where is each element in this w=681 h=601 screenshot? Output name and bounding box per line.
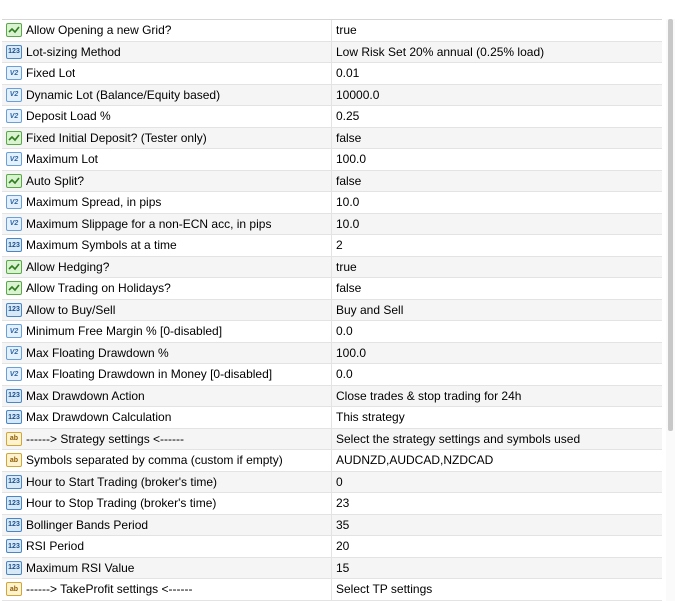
parameter-name-cell[interactable] — [2, 472, 332, 493]
parameter-name-cell[interactable] — [2, 149, 332, 170]
parameter-row[interactable] — [2, 386, 662, 408]
int-type-icon: 123 — [6, 238, 22, 252]
parameter-value[interactable]: 0.0 — [336, 367, 353, 382]
parameter-row[interactable] — [2, 493, 662, 515]
parameter-row[interactable] — [2, 192, 662, 214]
parameter-row[interactable] — [2, 429, 662, 451]
parameter-value[interactable]: 10.0 — [336, 195, 360, 210]
parameter-value[interactable]: 10.0 — [336, 216, 360, 231]
parameter-row[interactable] — [2, 321, 662, 343]
parameters-grid — [2, 19, 662, 601]
parameter-name-cell[interactable] — [2, 515, 332, 536]
parameter-value[interactable]: 0 — [336, 474, 343, 489]
dbl-type-icon: V2 — [6, 109, 22, 123]
parameter-name-cell[interactable] — [2, 493, 332, 514]
parameter-name: Hour to Stop Trading (broker's time) — [26, 496, 217, 511]
scrollbar-thumb[interactable] — [668, 19, 673, 431]
parameter-name: ------> Strategy settings <------ — [26, 431, 185, 446]
int-type-icon: 123 — [6, 475, 22, 489]
parameter-name-cell[interactable] — [2, 171, 332, 192]
parameter-value[interactable]: 23 — [336, 496, 350, 511]
parameter-row[interactable] — [2, 343, 662, 365]
parameter-name: Dynamic Lot (Balance/Equity based) — [26, 87, 221, 102]
parameter-value[interactable]: 10000.0 — [336, 87, 380, 102]
parameter-row[interactable] — [2, 149, 662, 171]
parameter-name: Max Floating Drawdown in Money [0-disabled] — [26, 367, 273, 382]
parameter-name-cell[interactable] — [2, 278, 332, 299]
parameter-name: ------> TakeProfit settings <------ — [26, 582, 193, 597]
parameter-name-cell[interactable] — [2, 300, 332, 321]
str-type-icon: ab — [6, 582, 22, 596]
parameter-row[interactable] — [2, 450, 662, 472]
parameter-name: Maximum Spread, in pips — [26, 195, 162, 210]
parameter-row[interactable] — [2, 300, 662, 322]
parameter-row[interactable] — [2, 472, 662, 494]
parameter-name-cell[interactable] — [2, 364, 332, 385]
str-type-icon: ab — [6, 453, 22, 467]
int-type-icon: 123 — [6, 518, 22, 532]
parameter-name-cell[interactable] — [2, 450, 332, 471]
parameter-name: Hour to Start Trading (broker's time) — [26, 474, 218, 489]
dbl-type-icon: V2 — [6, 195, 22, 209]
parameter-row[interactable] — [2, 171, 662, 193]
parameter-name: Max Floating Drawdown % — [26, 345, 169, 360]
parameter-row[interactable] — [2, 364, 662, 386]
parameter-name-cell[interactable] — [2, 536, 332, 557]
parameter-name-cell[interactable] — [2, 429, 332, 450]
int-type-icon: 123 — [6, 303, 22, 317]
parameter-value[interactable]: Select the strategy settings and symbols used — [336, 431, 581, 446]
parameter-name-cell[interactable] — [2, 386, 332, 407]
int-type-icon: 123 — [6, 561, 22, 575]
parameter-row[interactable] — [2, 515, 662, 537]
parameter-row[interactable] — [2, 20, 662, 42]
bool-type-icon — [6, 131, 22, 145]
int-type-icon: 123 — [6, 496, 22, 510]
parameter-name: Maximum Slippage for a non-ECN acc, in pips — [26, 216, 272, 231]
parameter-name: Auto Split? — [26, 173, 85, 188]
parameter-name-cell[interactable] — [2, 128, 332, 149]
bool-type-icon — [6, 23, 22, 37]
parameter-value[interactable]: Low Risk Set 20% annual (0.25% load) — [336, 44, 545, 59]
parameter-row[interactable] — [2, 42, 662, 64]
parameter-value[interactable]: 35 — [336, 517, 350, 532]
parameter-name: Lot-sizing Method — [26, 44, 121, 59]
dbl-type-icon: V2 — [6, 217, 22, 231]
parameter-value[interactable]: true — [336, 23, 357, 38]
dbl-type-icon: V2 — [6, 346, 22, 360]
parameter-row[interactable] — [2, 558, 662, 580]
str-type-icon: ab — [6, 432, 22, 446]
parameter-value[interactable]: 20 — [336, 539, 350, 554]
parameter-name: Fixed Initial Deposit? (Tester only) — [26, 130, 207, 145]
parameter-value[interactable]: true — [336, 259, 357, 274]
parameter-value[interactable]: 2 — [336, 238, 343, 253]
parameter-row[interactable] — [2, 235, 662, 257]
parameter-name: Bollinger Bands Period — [26, 517, 149, 532]
parameter-row[interactable] — [2, 106, 662, 128]
parameter-value[interactable]: false — [336, 173, 362, 188]
parameter-value[interactable]: Select TP settings — [336, 582, 433, 597]
parameter-row[interactable] — [2, 536, 662, 558]
parameter-value[interactable]: AUDNZD,AUDCAD,NZDCAD — [336, 453, 494, 468]
parameter-row[interactable] — [2, 278, 662, 300]
parameter-name-cell[interactable] — [2, 579, 332, 600]
int-type-icon: 123 — [6, 410, 22, 424]
dbl-type-icon: V2 — [6, 88, 22, 102]
parameter-name: Maximum Symbols at a time — [26, 238, 177, 253]
parameter-name: Symbols separated by comma (custom if empty) — [26, 453, 283, 468]
parameter-name: Minimum Free Margin % [0-disabled] — [26, 324, 223, 339]
dbl-type-icon: V2 — [6, 324, 22, 338]
parameter-name: Allow Hedging? — [26, 259, 110, 274]
parameter-name-cell[interactable] — [2, 106, 332, 127]
parameter-row[interactable] — [2, 85, 662, 107]
parameter-name: Max Drawdown Action — [26, 388, 145, 403]
parameter-value[interactable]: 15 — [336, 560, 350, 575]
int-type-icon: 123 — [6, 389, 22, 403]
parameter-name-cell[interactable] — [2, 214, 332, 235]
parameter-name: Max Drawdown Calculation — [26, 410, 172, 425]
parameter-name-cell[interactable] — [2, 42, 332, 63]
parameter-name: Fixed Lot — [26, 66, 76, 81]
int-type-icon: 123 — [6, 539, 22, 553]
parameter-name-cell[interactable] — [2, 257, 332, 278]
parameter-value[interactable]: 0.01 — [336, 66, 360, 81]
parameter-name: Allow Trading on Holidays? — [26, 281, 171, 296]
parameter-name-cell[interactable] — [2, 85, 332, 106]
parameter-value[interactable]: Buy and Sell — [336, 302, 404, 317]
parameter-name: Allow Opening a new Grid? — [26, 23, 172, 38]
parameter-name-cell[interactable] — [2, 20, 332, 41]
dbl-type-icon: V2 — [6, 66, 22, 80]
parameter-row[interactable] — [2, 407, 662, 429]
bool-type-icon — [6, 174, 22, 188]
parameter-name-cell[interactable] — [2, 321, 332, 342]
parameter-name-cell[interactable] — [2, 63, 332, 84]
bool-type-icon — [6, 281, 22, 295]
int-type-icon: 123 — [6, 45, 22, 59]
parameter-name: Maximum RSI Value — [26, 560, 135, 575]
parameter-name: Maximum Lot — [26, 152, 99, 167]
parameter-row[interactable] — [2, 128, 662, 150]
parameter-value[interactable]: This strategy — [336, 410, 405, 425]
bool-type-icon — [6, 260, 22, 274]
dbl-type-icon: V2 — [6, 152, 22, 166]
parameter-value[interactable]: 0.0 — [336, 324, 353, 339]
parameter-name-cell[interactable] — [2, 407, 332, 428]
parameter-value[interactable]: false — [336, 281, 362, 296]
parameter-name-cell[interactable] — [2, 235, 332, 256]
parameter-name: RSI Period — [26, 539, 85, 554]
parameter-value[interactable]: false — [336, 130, 362, 145]
parameter-row[interactable] — [2, 63, 662, 85]
parameter-value[interactable]: 100.0 — [336, 152, 367, 167]
parameter-name-cell[interactable] — [2, 558, 332, 579]
parameter-row[interactable] — [2, 214, 662, 236]
parameter-name: Deposit Load % — [26, 109, 111, 124]
parameter-value[interactable]: 100.0 — [336, 345, 367, 360]
parameter-name-cell[interactable] — [2, 343, 332, 364]
parameter-row[interactable] — [2, 579, 662, 601]
parameter-row[interactable] — [2, 257, 662, 279]
parameter-name: Allow to Buy/Sell — [26, 302, 116, 317]
parameter-value[interactable]: 0.25 — [336, 109, 360, 124]
dbl-type-icon: V2 — [6, 367, 22, 381]
parameter-name-cell[interactable] — [2, 192, 332, 213]
parameter-value[interactable]: Close trades & stop trading for 24h — [336, 388, 522, 403]
